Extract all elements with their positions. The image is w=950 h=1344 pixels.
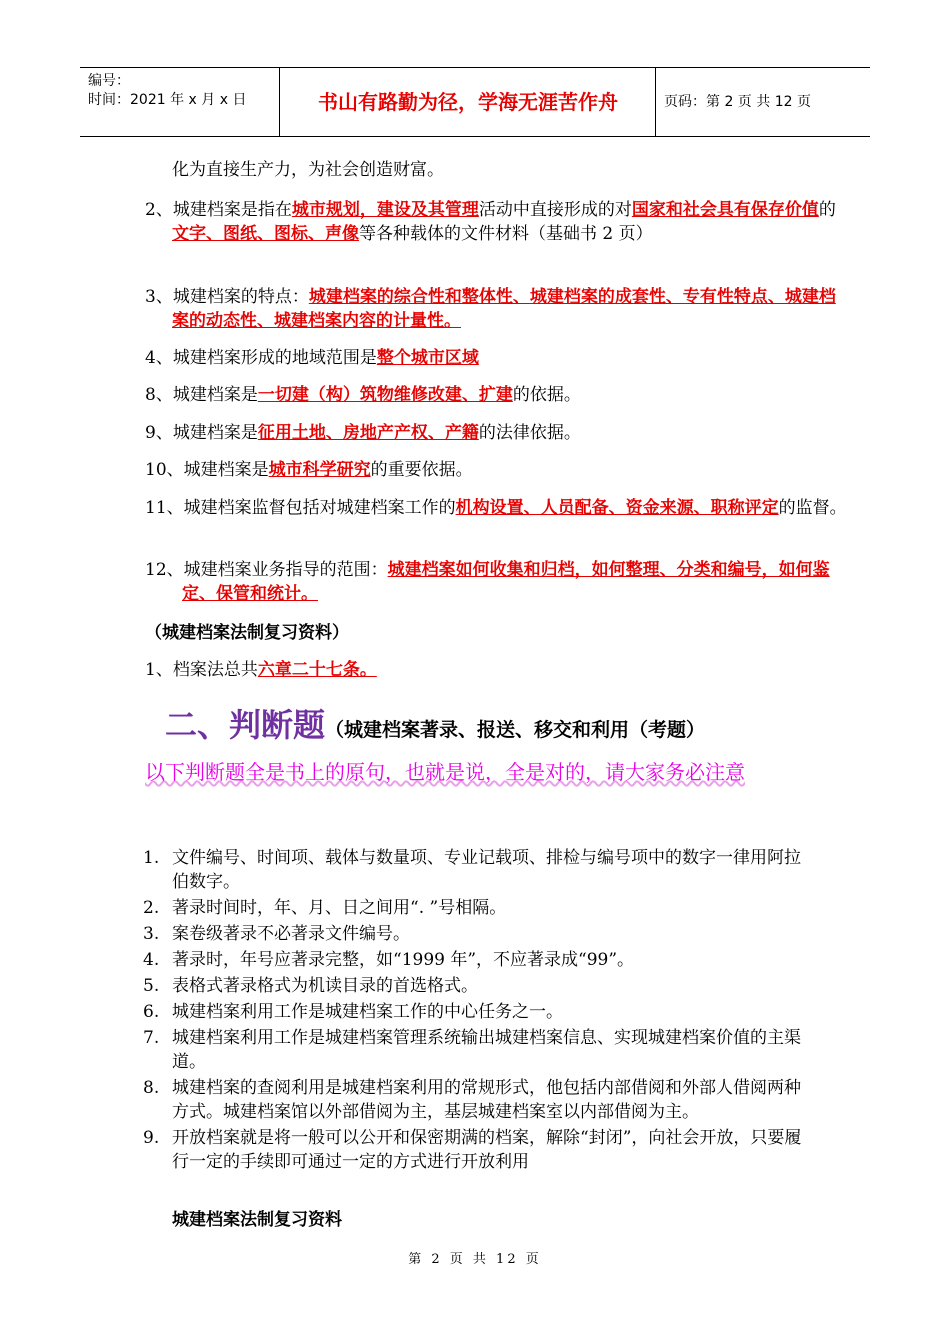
header-motto: 书山有路勤为径，学海无涯苦作舟 [281, 68, 656, 136]
page-footer: 第 2 页 共 12 页 [408, 1252, 542, 1267]
judgment-text: 著录时间时，年、月、日之间用“. ”号相隔。 [172, 898, 507, 918]
section-heading [165, 700, 705, 746]
judgment-number: 1. [143, 848, 160, 868]
judgment-item [143, 974, 813, 998]
judgment-text: 城建档案利用工作是城建档案工作的中心任务之一。 [172, 1002, 563, 1022]
judgment-text: 表格式著录格式为机读目录的首选格式。 [172, 976, 478, 996]
judgment-item [143, 846, 813, 894]
law-title: （城建档案法制复习资料） [145, 623, 349, 643]
judgment-number: 6. [143, 1002, 160, 1022]
judgment-item [143, 1076, 813, 1124]
judgment-number: 2. [143, 898, 160, 918]
header-page-label: 页码：第 2 页 共 12 页 [664, 94, 811, 110]
judgment-item [143, 948, 813, 972]
judgment-item [143, 1126, 813, 1174]
time-label: 时间：2021 年 x 月 x 日 [88, 92, 247, 108]
judgment-text: 著录时，年号应著录完整，如“1999 年”，不应著录成“99”。 [172, 950, 635, 970]
judgment-item [143, 922, 813, 946]
judgment-text: 城建档案的查阅利用是城建档案利用的常规形式，他包括内部借阅和外部人借阅两种方式。城建档案馆以外部借阅为主，基层城建档案室以内部借阅为主。 [172, 1078, 801, 1122]
judgment-number: 7. [143, 1028, 160, 1048]
section-subtitle: （城建档案著录、报送、移交和利用（考题） [325, 719, 706, 741]
judgment-number: 8. [143, 1078, 160, 1098]
number-label: 编号： [88, 73, 130, 89]
judgment-text: 案卷级著录不必著录文件编号。 [172, 924, 410, 944]
judgment-item [143, 1026, 813, 1074]
list-item: 12、城建档案业务指导的范围：城建档案如何收集和归档，如何整理、分类和编号，如何鉴定、保管和统计。 [145, 560, 830, 604]
bottom-title: 城建档案法制复习资料 [172, 1210, 342, 1230]
judgment-text: 开放档案就是将一般可以公开和保密期满的档案，解除“封闭”，向社会开放，只要履行一定的手续即可通过一定的方式进行开放利用 [172, 1128, 802, 1172]
judgment-number: 3. [143, 924, 160, 944]
list-item: 10、城建档案是城市科学研究的重要依据。 [145, 460, 473, 480]
judgment-item [143, 896, 813, 920]
section-title: 二、判断题 [165, 706, 326, 744]
list-item: 2、城建档案是指在城市规划，建设及其管理活动中直接形成的对国家和社会具有保存价值的文字、图纸、图标、声像等各种载体的文件材料（基础书 2 页） [145, 200, 836, 244]
header-meta [80, 68, 280, 136]
judgment-list [143, 846, 813, 1176]
list-item: 1、档案法总共六章二十七条。 [145, 660, 377, 680]
judgment-item [143, 1000, 813, 1024]
judgment-number: 5. [143, 976, 160, 996]
list-item: 11、城建档案监督包括对城建档案工作的机构设置、人员配备、资金来源、职称评定的监督。 [145, 498, 847, 518]
list-item: 3、城建档案的特点：城建档案的综合性和整体性、城建档案的成套性、专有性特点、城建档案的动态性、城建档案内容的计量性。 [145, 287, 836, 331]
judgment-number: 4. [143, 950, 160, 970]
section-note: 以下判断题全是书上的原句，也就是说，全是对的，请大家务必注意 [145, 760, 745, 784]
list-item: 4、城建档案形成的地域范围是整个城市区域 [145, 348, 479, 368]
judgment-text: 城建档案利用工作是城建档案管理系统输出城建档案信息、实现城建档案价值的主渠道。 [172, 1028, 801, 1072]
continued-text: 化为直接生产力，为社会创造财富。 [172, 160, 444, 180]
judgment-text: 文件编号、时间项、载体与数量项、专业记载项、排检与编号项中的数字一律用阿拉伯数字。 [172, 848, 801, 892]
list-item: 9、城建档案是征用土地、房地产产权、产籍的法律依据。 [145, 423, 581, 443]
page-header [80, 67, 870, 137]
judgment-number: 9. [143, 1128, 160, 1148]
list-item: 8、城建档案是一切建（构）筑物维修改建、扩建的依据。 [145, 385, 581, 405]
